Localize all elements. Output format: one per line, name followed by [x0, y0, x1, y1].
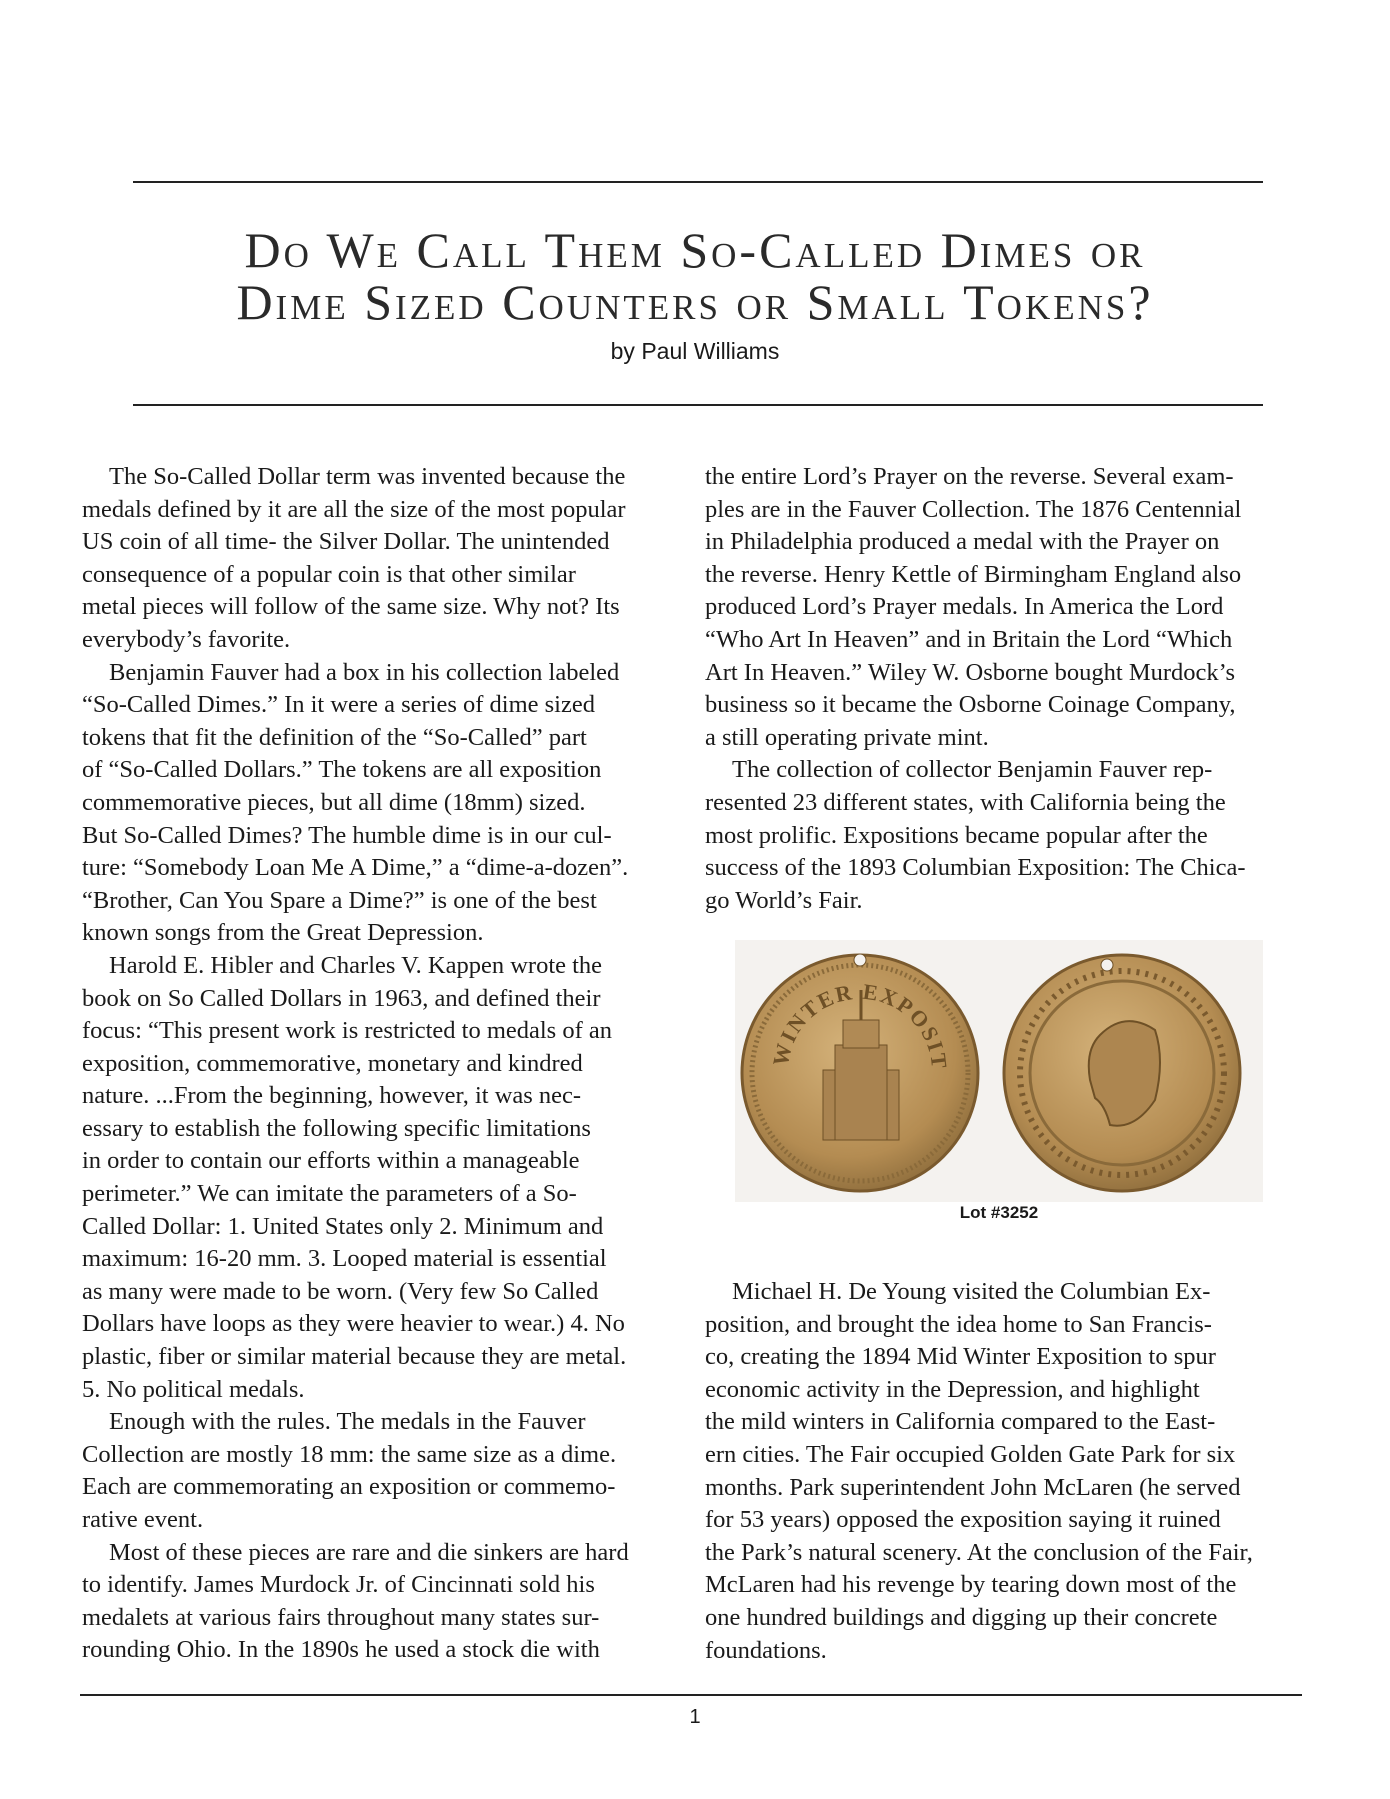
paragraph-line: Enough with the rules. The medals in the Fauver: [109, 1408, 586, 1436]
paragraph-line: success of the 1893 Columbian Exposition: The Chica-: [705, 854, 1246, 882]
paragraph-line: rounding Ohio. In the 1890s he used a stock die with: [82, 1636, 600, 1664]
paragraph-line: Called Dollar: 1. United States only 2. Minimum and: [82, 1212, 604, 1240]
paragraph-line: book on So Called Dollars in 1963, and defined their: [82, 984, 601, 1012]
paragraph-line: The So-Called Dollar term was invented because the: [109, 463, 626, 490]
paragraph-line: medals defined by it are all the size of the most popular: [82, 495, 626, 523]
coin-photo: [735, 940, 1263, 1202]
paragraph-line: “So-Called Dimes.” In it were a series of dime sized: [82, 691, 595, 719]
paragraph-line: ern cities. The Fair occupied Golden Gate Park for six: [705, 1440, 1236, 1468]
paragraph-line: focus: “This present work is restricted to medals of an: [82, 1017, 613, 1045]
paragraph-line: “Brother, Can You Spare a Dime?” is one of the best: [82, 886, 597, 914]
paragraph-line: metal pieces will follow of the same size. Why not? Its: [82, 593, 620, 621]
paragraph-line: “Who Art In Heaven” and in Britain the Lord “Which: [705, 625, 1233, 653]
paragraph-line: for 53 years) opposed the exposition saying it ruined: [705, 1506, 1221, 1534]
paragraph-line: Harold E. Hibler and Charles V. Kappen wrote the: [109, 951, 603, 979]
paragraph-line: The collection of collector Benjamin Fauver rep-: [732, 756, 1213, 784]
paragraph-line: Art In Heaven.” Wiley W. Osborne bought Murdock’s: [705, 658, 1235, 686]
paragraph-line: tokens that fit the definition of the “So-Called” part: [82, 723, 587, 751]
paragraph-line: of “So-Called Dollars.” The tokens are all exposition: [82, 756, 602, 784]
byline: by Paul Williams: [610, 338, 780, 364]
paragraph-line: ples are in the Fauver Collection. The 1876 Centennial: [705, 495, 1242, 523]
right-column-top: [705, 461, 1305, 917]
paragraph-line: a still operating private mint.: [705, 723, 989, 751]
paragraph-line: most prolific. Expositions became popular after the: [705, 821, 1208, 849]
paragraph-line: Collection are mostly 18 mm: the same size as a dime.: [82, 1440, 617, 1468]
left-column: [82, 461, 682, 1667]
article-title-line-2: Dime Sized Counters or Small Tokens?: [236, 274, 1154, 330]
paragraph-line: in Philadelphia produced a medal with the Prayer on: [705, 528, 1220, 556]
paragraph-line: nature. ...From the beginning, however, it was nec-: [82, 1082, 582, 1110]
paragraph-line: the Park’s natural scenery. At the conclusion of the Fair,: [705, 1538, 1253, 1566]
top-rule: [133, 181, 1263, 183]
paragraph-line: resented 23 different states, with California being the: [705, 788, 1226, 816]
paragraph-line: months. Park superintendent John McLaren (he served: [705, 1473, 1241, 1501]
paragraph-line: position, and brought the idea home to San Francis-: [705, 1310, 1212, 1338]
paragraph-line: Michael H. De Young visited the Columbian Ex-: [732, 1278, 1211, 1305]
paragraph-line: medalets at various fairs throughout many states sur-: [82, 1603, 600, 1631]
paragraph-line: one hundred buildings and digging up their concrete: [705, 1603, 1218, 1631]
page-number: 1: [689, 1706, 701, 1728]
paragraph-line: US coin of all time- the Silver Dollar. The unintended: [82, 528, 610, 556]
paragraph-line: McLaren had his revenge by tearing down most of the: [705, 1571, 1237, 1599]
paragraph-line: business so it became the Osborne Coinage Company,: [705, 691, 1236, 719]
paragraph-line: foundations.: [705, 1636, 827, 1664]
paragraph-line: to identify. James Murdock Jr. of Cincinnati sold his: [82, 1571, 595, 1599]
article-title-line-1: Do We Call Them So-Called Dimes or: [244, 222, 1146, 278]
paragraph-line: perimeter.” We can imitate the parameters of a So-: [82, 1180, 577, 1208]
paragraph-line: produced Lord’s Prayer medals. In America the Lord: [705, 593, 1224, 621]
paragraph-line: as many were made to be worn. (Very few So Called: [82, 1277, 599, 1305]
coin-legend: WINTER EXPOSIT: [767, 978, 953, 1072]
paragraph-line: economic activity in the Depression, and highlight: [705, 1375, 1200, 1403]
paragraph-line: in order to contain our efforts within a manageable: [82, 1147, 580, 1175]
paragraph-line: Most of these pieces are rare and die sinkers are hard: [109, 1538, 629, 1566]
paragraph-line: But So-Called Dimes? The humble dime is in our cul-: [82, 821, 612, 849]
coin-image: [735, 940, 1263, 1202]
coin-obverse: [735, 940, 978, 1191]
footer-rule: [80, 1694, 1302, 1696]
right-column-bottom: [705, 1276, 1305, 1667]
paragraph-line: ture: “Somebody Loan Me A Dime,” a “dime-a-dozen”.: [82, 854, 629, 882]
paragraph-line: known songs from the Great Depression.: [82, 919, 484, 947]
paragraph-line: exposition, commemorative, monetary and kindred: [82, 1049, 583, 1077]
paragraph-line: 5. No political medals.: [82, 1375, 305, 1403]
paragraph-line: the entire Lord’s Prayer on the reverse. Several exam-: [705, 463, 1234, 490]
title-bottom-rule: [133, 404, 1263, 406]
paragraph-line: consequence of a popular coin is that other similar: [82, 560, 576, 588]
paragraph-line: Each are commemorating an exposition or commemo-: [82, 1473, 616, 1501]
paragraph-line: Dollars have loops as they were heavier to wear.) 4. No: [82, 1310, 625, 1338]
paragraph-line: rative event.: [82, 1506, 204, 1533]
paragraph-line: the reverse. Henry Kettle of Birmingham England also: [705, 560, 1242, 588]
figure-caption: Lot #3252: [959, 1203, 1039, 1222]
paragraph-line: Benjamin Fauver had a box in his collection labeled: [109, 658, 620, 686]
paragraph-line: maximum: 16-20 mm. 3. Looped material is essential: [82, 1245, 607, 1273]
paragraph-line: go World’s Fair.: [705, 886, 863, 914]
paragraph-line: the mild winters in California compared to the East-: [705, 1408, 1216, 1436]
paragraph-line: commemorative pieces, but all dime (18mm) sized.: [82, 788, 586, 816]
paragraph-line: everybody’s favorite.: [82, 625, 291, 653]
paragraph-line: plastic, fiber or similar material because they are metal.: [82, 1343, 627, 1371]
paragraph-line: co, creating the 1894 Mid Winter Exposition to spur: [705, 1343, 1216, 1371]
coin-reverse: [1004, 955, 1240, 1191]
paragraph-line: essary to establish the following specific limitations: [82, 1114, 591, 1142]
